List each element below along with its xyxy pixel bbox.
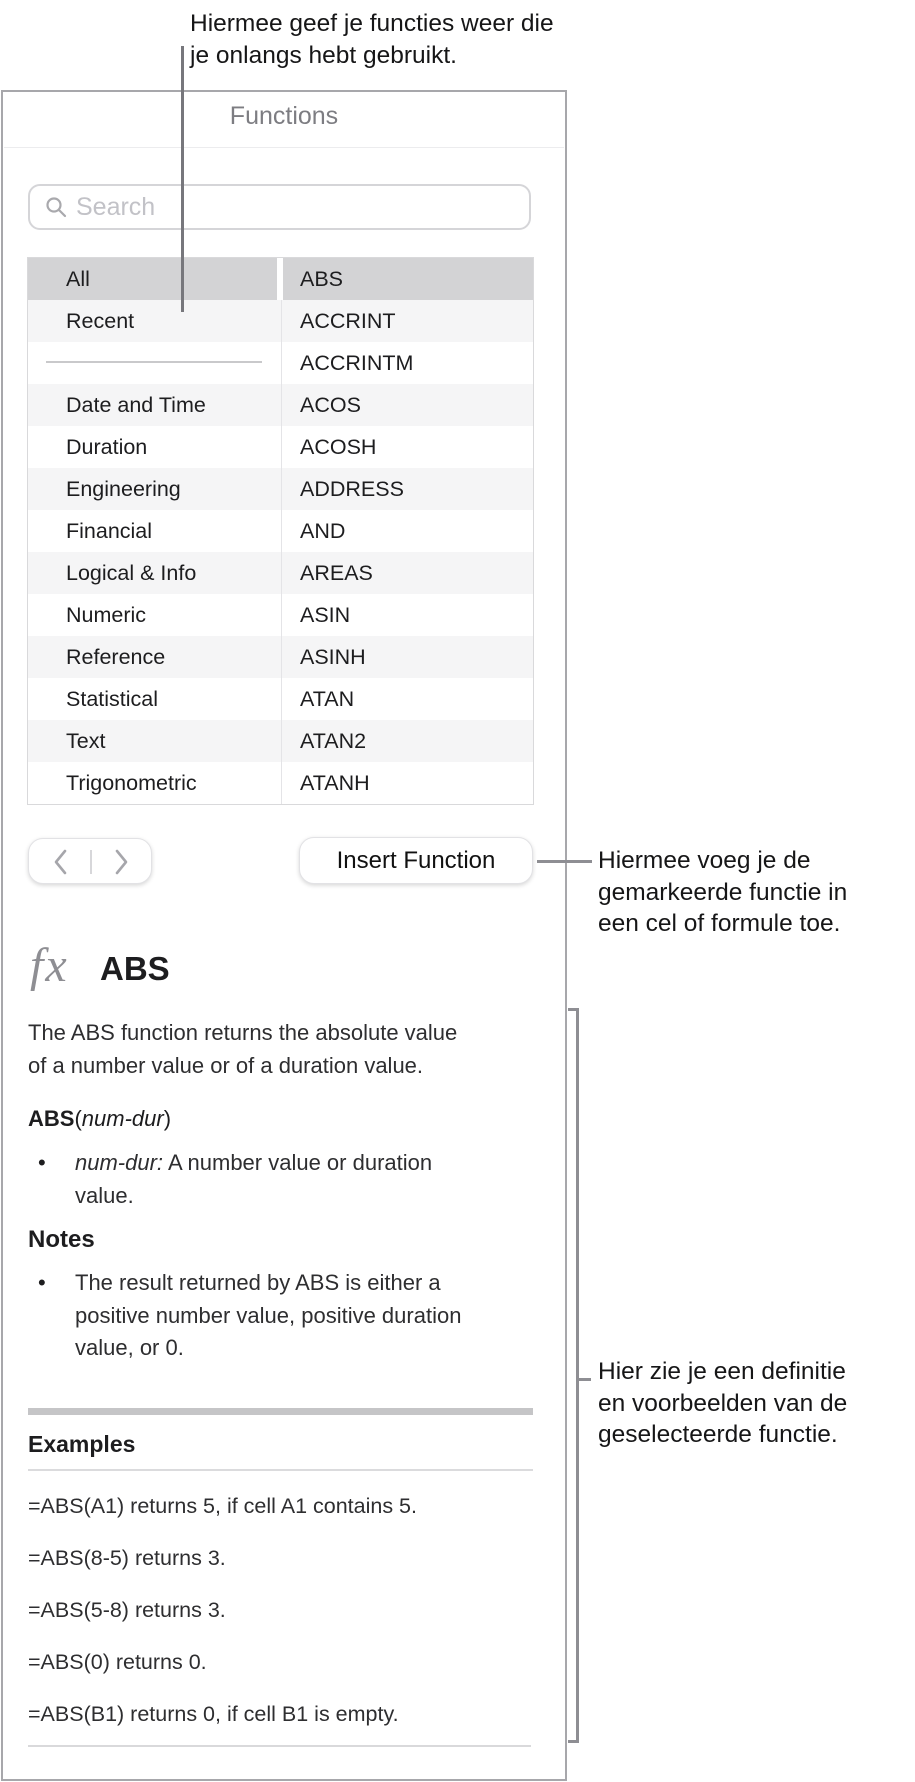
category-cell[interactable]: Text [66,729,106,753]
callout-line-text: en voorbeelden van de [598,1389,848,1417]
description-line: of a number value or of a duration value. [28,1052,424,1078]
description-line: The ABS function returns the absolute value [28,1020,458,1045]
search-icon [44,195,68,219]
search-field[interactable] [28,184,531,230]
callout-line-text: een cel of formule toe. [598,910,841,937]
function-cell[interactable]: ACCRINT [300,309,396,333]
note-line: The result returned by ABS is either a [75,1270,441,1295]
function-cell[interactable]: ABS [300,267,344,291]
function-cell[interactable]: AND [300,519,346,543]
function-cell[interactable]: ADDRESS [300,477,404,501]
notes-heading: Notes [28,1226,95,1253]
panel-title: Functions [229,102,339,130]
examples-heading: Examples [28,1431,136,1457]
insert-callout-connector-line [537,860,592,863]
examples-heading-underline [28,1469,533,1471]
category-cell[interactable]: All [66,267,90,291]
param-definition [75,1147,432,1212]
column-divider [281,300,282,804]
back-button[interactable] [51,847,71,877]
callout-line-text: je onlangs hebt gebruikt. [190,41,457,69]
function-cell[interactable]: ASINH [300,645,366,669]
function-cell[interactable]: ATAN2 [300,729,367,753]
forward-button[interactable] [111,847,131,877]
search-input[interactable] [76,186,516,228]
function-cell[interactable]: ASIN [300,603,351,627]
recent-group-separator [46,361,262,363]
recent-callout-text [190,8,554,71]
example-item: =ABS(5-8) returns 3. [28,1598,226,1622]
insert-callout-text [598,845,847,940]
category-cell[interactable]: Duration [66,435,148,459]
signature-name: ABS [28,1106,75,1131]
callout-line-text: Hier zie je een definitie [598,1358,846,1385]
title-divider [4,147,564,148]
function-cell[interactable]: ACCRINTM [300,351,414,375]
table-row-selected[interactable] [28,258,533,300]
callout-line-text: Hiermee voeg je de [598,847,811,874]
signature-param: num-dur [81,1106,164,1131]
category-cell[interactable]: Logical & Info [66,561,197,585]
function-cell[interactable]: ATAN [300,687,355,711]
category-cell[interactable]: Reference [66,645,166,669]
definition-callout-bracket-line [576,1008,579,1743]
function-cell[interactable]: AREAS [300,561,373,585]
example-item: =ABS(8-5) returns 3. [28,1546,226,1570]
category-cell[interactable]: Statistical [66,687,159,711]
definition-callout-text [598,1356,847,1451]
category-cell[interactable]: Engineering [66,477,181,501]
function-cell[interactable]: ACOSH [300,435,377,459]
category-cell[interactable]: Date and Time [66,393,206,417]
callout-line-text: gemarkeerde functie in [598,878,848,906]
signature-paren: ( [74,1106,82,1131]
category-cell[interactable]: Financial [66,519,153,543]
signature-paren: ) [163,1106,172,1131]
insert-function-button[interactable]: Insert Function [299,837,533,884]
history-nav-group [28,838,152,884]
nav-divider [90,850,92,874]
recent-callout-pointer-line [181,46,184,312]
callout-line-text: Hiermee geef je functies weer die [190,10,554,37]
param-term: num-dur: [75,1150,164,1175]
definition-callout-connector [579,1378,591,1381]
bullet-icon: • [38,1150,46,1175]
bullet-icon: • [38,1270,46,1295]
function-signature [28,1106,171,1132]
param-text: A number value or duration [163,1150,433,1175]
note-line: value, or 0. [75,1335,184,1360]
fx-function-icon: fx [30,939,69,992]
param-text: value. [75,1182,134,1208]
definition-callout-bracket-bottom-tick [568,1740,576,1743]
function-cell[interactable]: ATANH [300,771,370,795]
function-cell[interactable]: ACOS [300,393,361,417]
note-line: positive number value, positive duration [75,1302,462,1328]
category-cell[interactable]: Trigonometric [66,771,197,795]
examples-section-divider [28,1408,533,1415]
category-cell[interactable]: Recent [66,309,135,333]
callout-line-text: geselecteerde functie. [598,1421,838,1448]
bottom-separator [28,1745,531,1747]
category-cell[interactable]: Numeric [66,603,147,627]
example-item: =ABS(A1) returns 5, if cell A1 contains 5. [28,1494,417,1518]
note-text [75,1267,461,1365]
example-item: =ABS(0) returns 0. [28,1650,207,1674]
function-description [28,1017,457,1082]
definition-callout-bracket-top-tick [568,1008,576,1011]
function-detail-title: ABS [100,950,170,987]
example-item: =ABS(B1) returns 0, if cell B1 is empty. [28,1702,399,1726]
